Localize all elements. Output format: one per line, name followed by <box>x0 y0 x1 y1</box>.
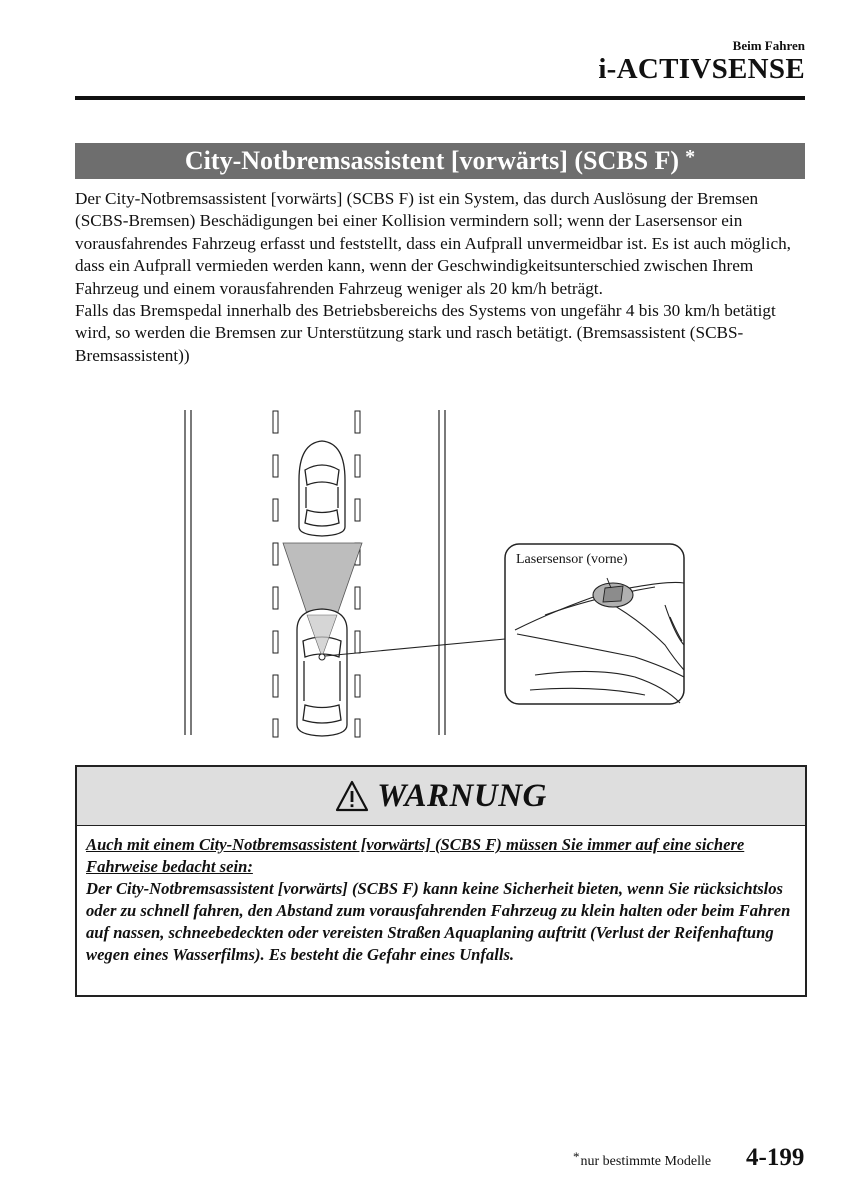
warning-box <box>75 765 807 997</box>
warning-triangle-icon <box>335 780 369 812</box>
footer-note-text: nur bestimmte Modelle <box>580 1154 712 1169</box>
section-title: City-Notbremsassistent [vorwärts] (SCBS F) <box>184 146 680 175</box>
page-number: 4-199 <box>746 1144 805 1171</box>
footer-note <box>573 1149 712 1170</box>
body-paragraph-1: Der City-Notbremsassistent [vorwärts] (SCBS F) ist ein System, das durch Auslösung der Bremsen (SCBS-Bremsen) Beschädigungen bei einer Kollision vermindern soll; wenn der Lasersensor ein vorausfahrendes Fahrzeug erfasst und feststellt, dass ein Aufprall unvermeidbar ist. Es ist auch möglich, dass ein Aufprall vermieden werden kann, wenn der Geschwindigkeitsunterschied zwischen Ihrem Fahrzeug und einem vorausfahrenden Fahrzeug weniger als 20 km/h beträgt. <box>75 189 791 298</box>
warning-text: Der City-Notbremsassistent [vorwärts] (SCBS F) kann keine Sicherheit bieten, wenn Sie rücksichtslos oder zu schnell fahren, den Abstand zum vorausfahrenden Fahrzeug zu klein halten oder beim Fahren auf nassen, schneebedeckten oder vereisten Straßen Aquaplaning auftritt (Verlust der Reifenhaftung wegen eines Wasserfilms). Es besteht die Gefahr eines Unfalls. <box>86 879 791 964</box>
chapter-label: Beim Fahren <box>732 38 805 53</box>
section-asterisk: * <box>685 145 696 168</box>
sensor-label: Lasersensor (vorne) <box>516 552 628 567</box>
chapter-title: i-ACTIVSENSE <box>598 53 805 85</box>
body-text <box>75 188 810 367</box>
sensor-callout <box>505 544 684 704</box>
section-title-bar <box>75 143 805 179</box>
warning-header <box>77 767 805 826</box>
body-paragraph-2: Falls das Bremspedal innerhalb des Betriebsbereichs des Systems von ungefähr 4 bis 30 km/h betätigt wird, so werden die Bremsen zur Unterstützung stark und rasch betätigt. (Bremsassistent (SCBS-Bremsassistent)) <box>75 301 776 365</box>
scbs-illustration <box>75 405 805 745</box>
warning-title: WARNUNG <box>377 777 547 814</box>
header-divider <box>75 96 805 100</box>
road-diagram <box>75 405 805 745</box>
warning-lead: Auch mit einem City-Notbremsassistent [vorwärts] (SCBS F) müssen Sie immer auf eine sichere Fahrweise bedacht sein: <box>86 835 745 876</box>
footer-asterisk: * <box>573 1149 580 1164</box>
lead-vehicle-icon <box>299 441 345 536</box>
warning-body <box>77 826 805 966</box>
